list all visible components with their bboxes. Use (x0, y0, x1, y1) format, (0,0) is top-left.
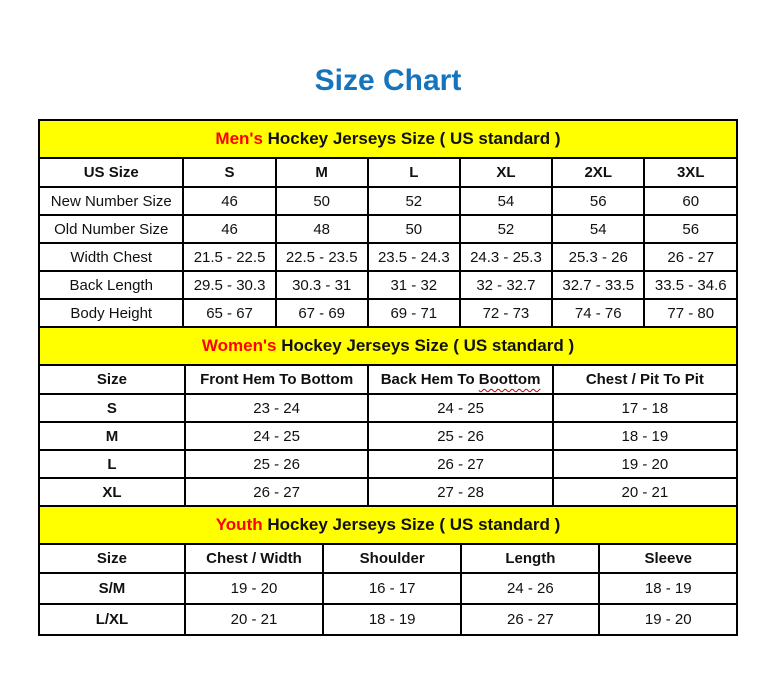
column-header: Back Hem To Boottom (368, 365, 552, 394)
column-header: Chest / Pit To Pit (553, 365, 737, 394)
column-header: 2XL (552, 158, 644, 187)
table-row (39, 422, 737, 450)
row-label: S/M (39, 573, 185, 604)
table-banner-row (39, 506, 737, 544)
size-value: 30.3 - 31 (276, 271, 368, 299)
row-label: XL (39, 478, 185, 506)
banner-highlight-text: Women's (201, 336, 277, 355)
size-value: 72 - 73 (460, 299, 552, 327)
size-value: 52 (460, 215, 552, 243)
womens-sizes-table (38, 326, 738, 507)
size-value: 26 - 27 (368, 450, 552, 478)
size-value: 32 - 32.7 (460, 271, 552, 299)
size-value: 24 - 25 (368, 394, 552, 422)
size-value: 18 - 19 (599, 573, 737, 604)
column-header: Size (39, 365, 185, 394)
size-value: 26 - 27 (644, 243, 737, 271)
size-value: 20 - 21 (185, 604, 323, 635)
size-value: 56 (644, 215, 737, 243)
table-row (39, 271, 737, 299)
size-value: 24 - 26 (461, 573, 599, 604)
size-value: 54 (460, 187, 552, 215)
size-value: 32.7 - 33.5 (552, 271, 644, 299)
size-value: 17 - 18 (553, 394, 737, 422)
size-value: 26 - 27 (185, 478, 369, 506)
size-value: 23.5 - 24.3 (368, 243, 460, 271)
size-value: 23 - 24 (185, 394, 369, 422)
size-value: 50 (368, 215, 460, 243)
size-value: 54 (552, 215, 644, 243)
column-header: Sleeve (599, 544, 737, 573)
banner-text: Hockey Jerseys Size ( US standard ) (262, 515, 561, 534)
table-banner-row (39, 120, 737, 158)
column-header: Shoulder (323, 544, 461, 573)
column-header: Size (39, 544, 185, 573)
table-row (39, 478, 737, 506)
size-value: 31 - 32 (368, 271, 460, 299)
size-value: 21.5 - 22.5 (183, 243, 275, 271)
banner-highlight-text: Men's (215, 129, 263, 148)
table-banner-row (39, 327, 737, 365)
mens-sizes-banner (39, 120, 737, 158)
table-row (39, 604, 737, 635)
size-value: 65 - 67 (183, 299, 275, 327)
size-value: 18 - 19 (553, 422, 737, 450)
size-value: 24.3 - 25.3 (460, 243, 552, 271)
table-row (39, 394, 737, 422)
size-value: 19 - 20 (185, 573, 323, 604)
table-row (39, 299, 737, 327)
womens-sizes-banner (39, 327, 737, 365)
size-value: 67 - 69 (276, 299, 368, 327)
size-value: 56 (552, 187, 644, 215)
size-value: 33.5 - 34.6 (644, 271, 737, 299)
row-label: Old Number Size (39, 215, 183, 243)
mens-sizes-table (38, 119, 738, 328)
size-value: 19 - 20 (553, 450, 737, 478)
table-row (39, 215, 737, 243)
column-header: L (368, 158, 460, 187)
header-row (39, 158, 737, 187)
row-label: S (39, 394, 185, 422)
size-value: 27 - 28 (368, 478, 552, 506)
column-header: M (276, 158, 368, 187)
size-value: 48 (276, 215, 368, 243)
header-row (39, 365, 737, 394)
row-label: Width Chest (39, 243, 183, 271)
size-value: 22.5 - 23.5 (276, 243, 368, 271)
column-header: Length (461, 544, 599, 573)
row-label: L/XL (39, 604, 185, 635)
row-label: Back Length (39, 271, 183, 299)
column-header: XL (460, 158, 552, 187)
size-value: 24 - 25 (185, 422, 369, 450)
banner-text: Hockey Jerseys Size ( US standard ) (262, 129, 561, 148)
column-header: Chest / Width (185, 544, 323, 573)
size-value: 19 - 20 (599, 604, 737, 635)
size-value: 52 (368, 187, 460, 215)
size-value: 60 (644, 187, 737, 215)
banner-text: Hockey Jerseys Size ( US standard ) (276, 336, 575, 355)
column-header: US Size (39, 158, 183, 187)
table-row (39, 573, 737, 604)
row-label: Body Height (39, 299, 183, 327)
row-label: M (39, 422, 185, 450)
size-value: 20 - 21 (553, 478, 737, 506)
column-header: 3XL (644, 158, 737, 187)
table-row (39, 243, 737, 271)
spellcheck-underlined-word: Boottom (478, 371, 541, 388)
size-value: 16 - 17 (323, 573, 461, 604)
row-label: L (39, 450, 185, 478)
size-value: 69 - 71 (368, 299, 460, 327)
banner-highlight-text: Youth (215, 515, 263, 534)
size-value: 25.3 - 26 (552, 243, 644, 271)
size-value: 25 - 26 (185, 450, 369, 478)
table-row (39, 187, 737, 215)
header-row (39, 544, 737, 573)
table-row (39, 450, 737, 478)
size-value: 25 - 26 (368, 422, 552, 450)
size-value: 50 (276, 187, 368, 215)
column-header: Front Hem To Bottom (185, 365, 369, 394)
size-value: 46 (183, 187, 275, 215)
size-value: 46 (183, 215, 275, 243)
size-value: 74 - 76 (552, 299, 644, 327)
size-value: 77 - 80 (644, 299, 737, 327)
column-header: S (183, 158, 275, 187)
row-label: New Number Size (39, 187, 183, 215)
size-value: 29.5 - 30.3 (183, 271, 275, 299)
page-title: Size Chart (314, 64, 462, 97)
size-value: 26 - 27 (461, 604, 599, 635)
youth-sizes-banner (39, 506, 737, 544)
tables-container (38, 119, 738, 636)
youth-sizes-table (38, 505, 738, 636)
size-value: 18 - 19 (323, 604, 461, 635)
